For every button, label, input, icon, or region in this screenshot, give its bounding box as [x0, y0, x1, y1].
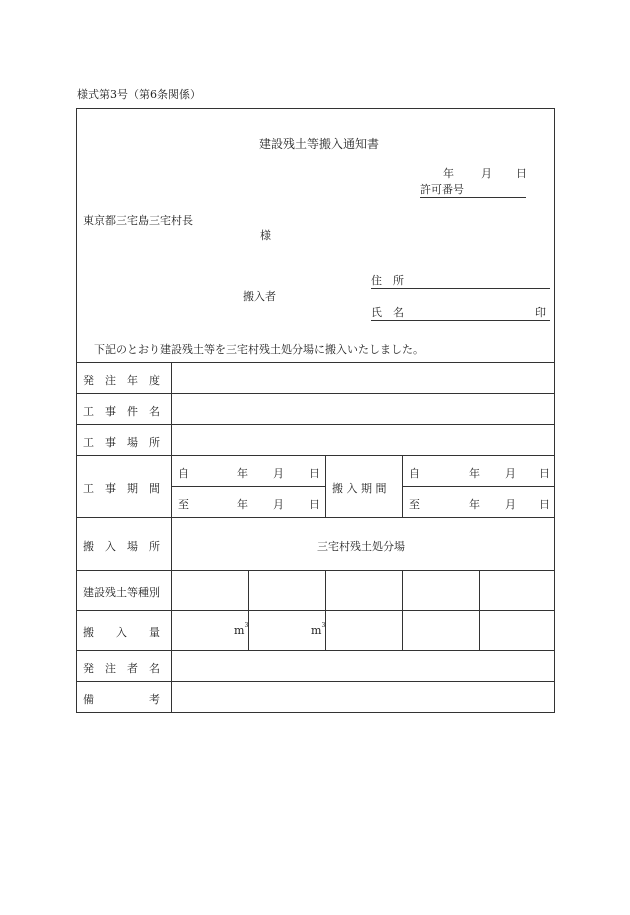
name-label: 氏 名	[371, 306, 404, 319]
label-column-divider	[171, 362, 172, 712]
row-line	[402, 486, 554, 487]
unit-sup: 3	[244, 622, 249, 629]
column-divider	[402, 570, 403, 650]
row-line	[77, 610, 554, 611]
row-line	[77, 570, 554, 571]
date-month: 月	[481, 167, 492, 180]
permit-number-label: 許可番号	[420, 183, 464, 196]
carry-to-label: 至	[409, 498, 420, 511]
carry-place-value: 三宅村残土処分場	[317, 540, 405, 553]
work-to-day: 日	[309, 498, 320, 511]
address-label: 住 所	[371, 274, 404, 287]
period-divider	[325, 455, 326, 517]
carry-from-month: 月	[505, 467, 516, 480]
row-line	[171, 486, 325, 487]
work-period-label: 工 事 期 間	[83, 482, 160, 495]
addressee: 東京都三宅島三宅村長	[83, 214, 193, 227]
carry-to-day: 日	[539, 498, 550, 511]
column-divider	[248, 570, 249, 650]
unit-m: m	[311, 624, 322, 637]
work-to-label: 至	[178, 498, 189, 511]
address-field[interactable]	[371, 272, 550, 289]
work-to-year: 年	[237, 498, 248, 511]
carry-from-year: 年	[469, 467, 480, 480]
work-name-label: 工 事 件 名	[83, 405, 160, 418]
carry-period-label: 搬 入 期 間	[332, 482, 387, 495]
remarks-label: 備 考	[83, 693, 160, 706]
work-from-label: 自	[178, 467, 189, 480]
row-line	[77, 681, 554, 682]
carry-to-year: 年	[469, 498, 480, 511]
carry-from-label: 自	[409, 467, 420, 480]
row-line	[77, 455, 554, 456]
work-from-year: 年	[237, 467, 248, 480]
unit-sup: 3	[321, 622, 326, 629]
column-divider	[325, 570, 326, 650]
row-line	[77, 650, 554, 651]
order-year-label: 発 注 年 度	[83, 374, 160, 387]
carrier-label: 搬入者	[243, 290, 276, 303]
statement: 下記のとおり建設残土等を三宅村残土処分場に搬入いたしました。	[94, 343, 424, 356]
work-place-label: 工 事 場 所	[83, 436, 160, 449]
orderer-label: 発 注 者 名	[83, 662, 160, 675]
soil-type-label: 建設残土等種別	[83, 586, 160, 599]
row-line	[77, 517, 554, 518]
date-day: 日	[516, 167, 527, 180]
carry-place-label: 搬 入 場 所	[83, 540, 160, 553]
date-year: 年	[443, 167, 454, 180]
row-line	[77, 393, 554, 394]
form-title: 建設残土等搬入通知書	[259, 137, 380, 151]
amount-label: 搬 入 量	[83, 626, 160, 639]
permit-number-field[interactable]	[420, 181, 526, 198]
form-number-label: 様式第3号（第6条関係）	[77, 88, 201, 101]
work-from-day: 日	[309, 467, 320, 480]
carry-from-day: 日	[539, 467, 550, 480]
row-line	[77, 424, 554, 425]
period-divider	[402, 455, 403, 517]
work-to-month: 月	[273, 498, 284, 511]
seal-mark: 印	[535, 306, 546, 319]
carry-to-month: 月	[505, 498, 516, 511]
unit-m: m	[234, 624, 245, 637]
work-from-month: 月	[273, 467, 284, 480]
amount-unit-1	[234, 624, 248, 637]
name-field[interactable]	[371, 304, 550, 321]
form-frame	[76, 108, 555, 713]
table-top-line	[77, 362, 554, 363]
column-divider	[479, 570, 480, 650]
honorific: 様	[260, 229, 271, 242]
amount-unit-2	[311, 624, 325, 637]
